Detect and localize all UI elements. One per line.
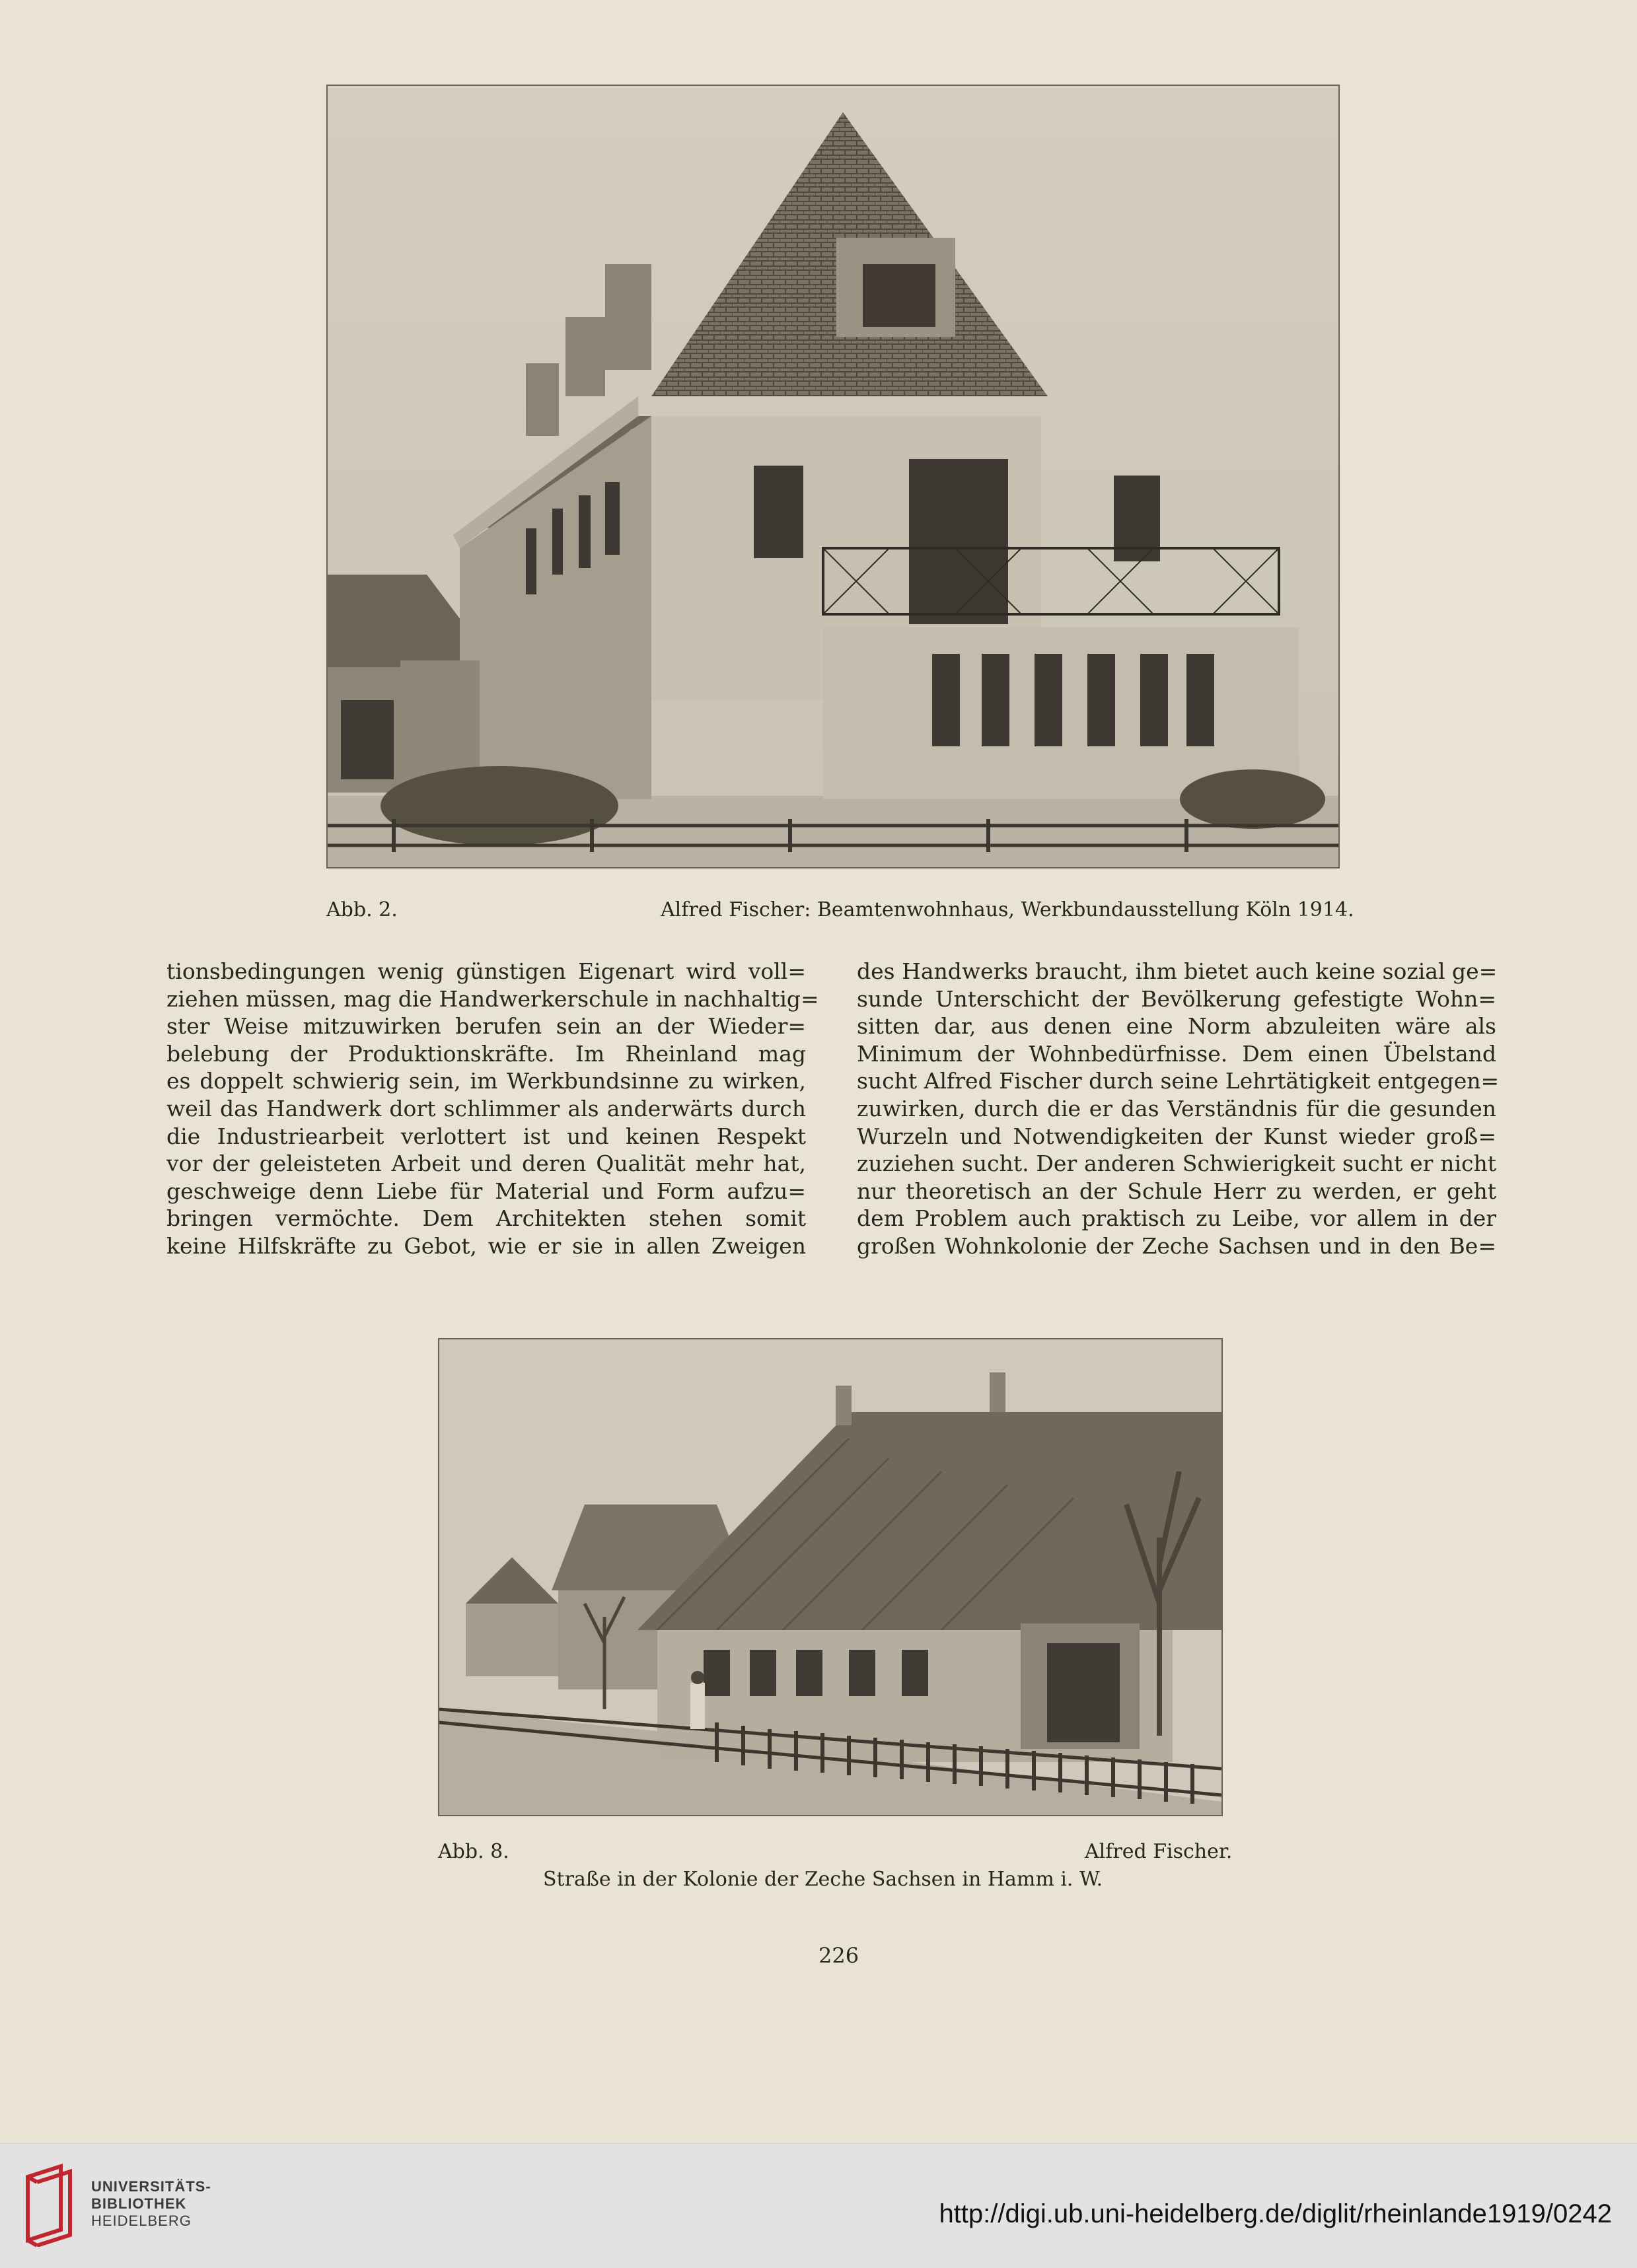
text-line: sucht Alfred Fischer durch seine Lehrtätigkeit entgegen= [857, 1068, 1500, 1094]
text-line: es doppelt schwierig sein, im Werkbundsinne zu wirken, [166, 1068, 806, 1094]
text-column-left [166, 958, 819, 1260]
text-line: sunde Unterschicht der Bevölkerung gefestigte Wohn= [857, 985, 1496, 1012]
photo-kolonie-zeche-sachsen [438, 1338, 1223, 1816]
text-line: zuwirken, durch die er das Verständnis für die gesunden [857, 1095, 1496, 1121]
text-line: bringen vermöchte. Dem Architekten stehen somit [166, 1205, 806, 1232]
text-line: vor der geleisteten Arbeit und deren Qualität mehr hat, [166, 1151, 806, 1177]
page-number: 226 [818, 1943, 859, 1968]
text-line: Wurzeln und Notwendigkeiten der Kunst wieder groß= [857, 1123, 1496, 1149]
text-line: geschweige denn Liebe für Material und Form aufzu= [166, 1178, 806, 1204]
text-line: dem Problem auch praktisch zu Leibe, vor allem in der [857, 1205, 1496, 1232]
text-line: tionsbedingungen wenig günstigen Eigenart wird voll= [166, 958, 806, 984]
library-logo-icon[interactable] [21, 2164, 79, 2247]
figure-label-top: Abb. 2. [326, 898, 398, 921]
text-line: sitten dar, aus denen eine Norm abzuleiten wäre als [857, 1013, 1496, 1040]
text-line: weil das Handwerk dort schlimmer als anderwärts durch [166, 1095, 806, 1121]
library-logo-text[interactable] [91, 2178, 211, 2230]
figure-author-bottom: Alfred Fischer. [1085, 1840, 1233, 1863]
figure-caption-top: Alfred Fischer: Beamtenwohnhaus, Werkbundausstellung Köln 1914. [661, 898, 1354, 921]
text-line: die Industriearbeit verlottert ist und keinen Respekt [166, 1123, 806, 1149]
footer-bar [0, 2143, 1637, 2268]
text-line: des Handwerks braucht, ihm bietet auch keine sozial ge= [857, 958, 1498, 984]
text-line: großen Wohnkolonie der Zeche Sachsen und in den Be= [857, 1232, 1496, 1259]
figure-label-bottom: Abb. 8. [438, 1840, 509, 1863]
text-line: zuziehen sucht. Der anderen Schwierigkeit sucht er nicht [857, 1151, 1496, 1177]
logo-line-3: HEIDELBERG [91, 2213, 192, 2229]
text-line: belebung der Produktionskräfte. Im Rheinland mag [166, 1040, 806, 1067]
text-line: keine Hilfskräfte zu Gebot, wie er sie in allen Zweigen [166, 1232, 806, 1259]
text-line: Minimum der Wohnbedürfnisse. Dem einen Übelstand [857, 1040, 1496, 1067]
logo-line-1: UNIVERSITÄTS- [91, 2178, 211, 2195]
text-column-right [857, 958, 1500, 1260]
logo-line-2: BIBLIOTHEK [91, 2195, 187, 2212]
text-line: nur theoretisch an der Schule Herr zu werden, er geht [857, 1178, 1496, 1204]
figure-caption-bottom: Straße in der Kolonie der Zeche Sachsen in Hamm i. W. [543, 1868, 1103, 1891]
photo-beamtenwohnhaus [326, 85, 1340, 868]
text-line: ziehen müssen, mag die Handwerkerschule in nachhaltig= [166, 985, 819, 1012]
text-line: ster Weise mitzuwirken berufen sein an der Wieder= [166, 1013, 806, 1040]
permalink-url[interactable]: http://digi.ub.uni-heidelberg.de/diglit/rheinlande1919/0242 [939, 2199, 1612, 2228]
